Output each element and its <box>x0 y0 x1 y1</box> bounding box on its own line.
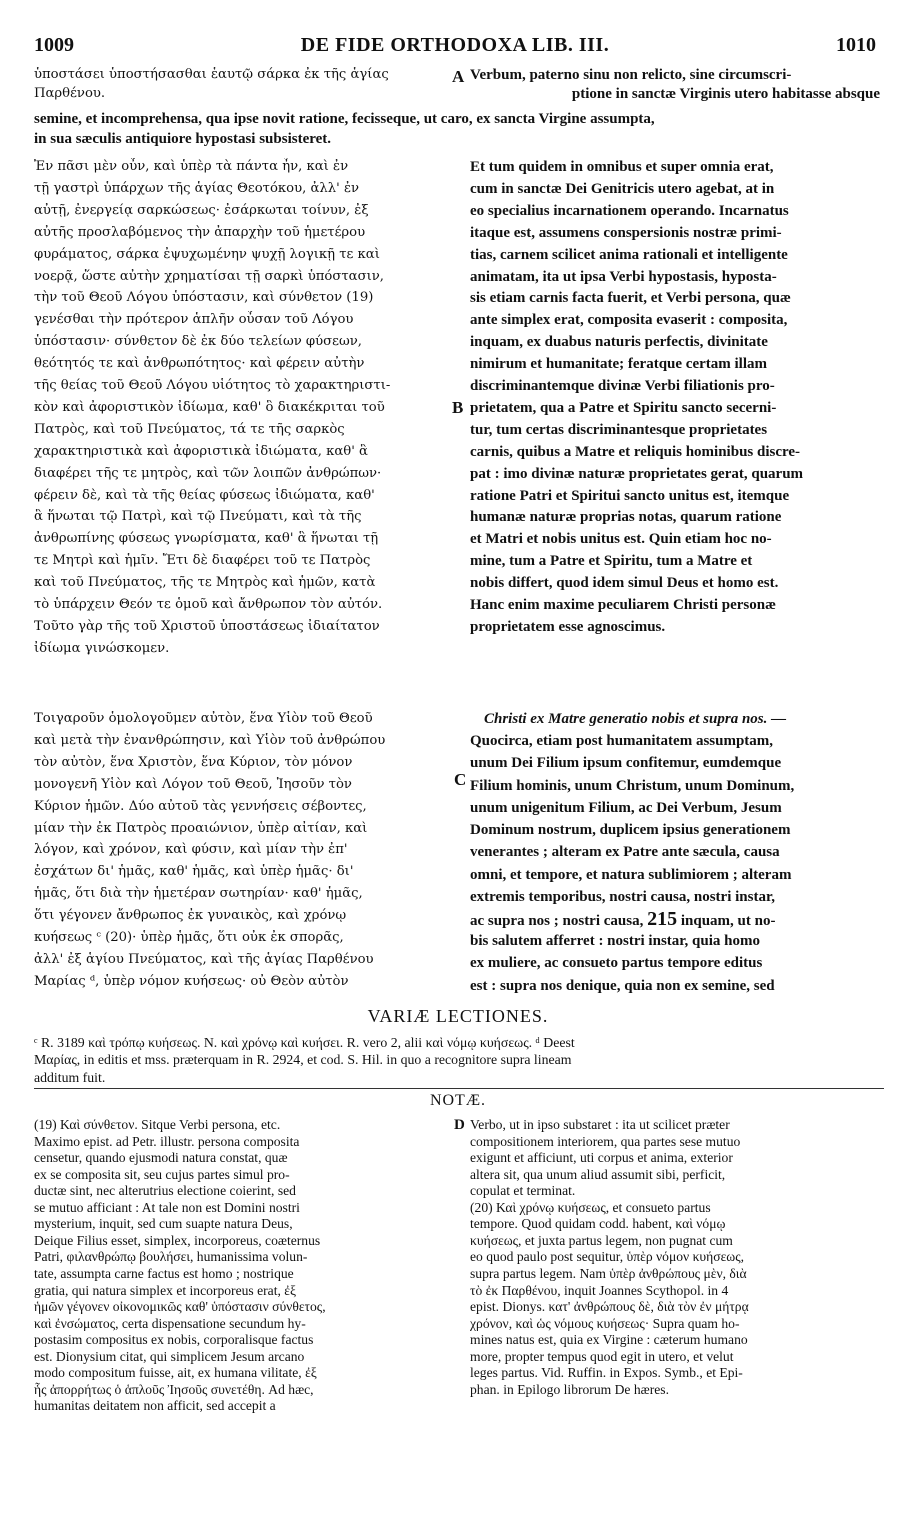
greek-top-line: ὑποστάσει ὑποστήσασθαι ἑαυτῷ σάρκα ἐκ τῆς ἁγίας <box>34 67 389 82</box>
text-line: μονογενῆ Υἱὸν καὶ Λόγον τοῦ Θεοῦ, Ἰησοῦν τὸν <box>34 776 352 792</box>
text-line: extremis temporibus, nostri causa, nostri instar, <box>470 888 775 905</box>
section-heading: Christi ex Matre generatio nobis et supra nos. — <box>484 711 787 727</box>
text-line: Τοῦτο γὰρ τῆς τοῦ Χριστοῦ ὑποστάσεως ἰδιαίτατον <box>34 618 380 634</box>
text-line: mysterium, inquit, sed cum suapte natura Deus, <box>34 1216 293 1232</box>
text-line: ἧς ἀπορρήτως ὁ ἁπλοῦς Ἰησοῦς συνετέθη. Ad hæc, <box>34 1381 314 1397</box>
text-line: ᶜ R. 3189 καὶ τρόπῳ κυήσεως. N. καὶ χρόνῳ καὶ κυήσει. R. vero 2, alii καὶ νόμῳ κυήσεως. ᵈ Deest <box>34 1035 575 1050</box>
text-line: τὴν τοῦ Θεοῦ Λόγου ὑπόστασιν, καὶ σύνθετον (19) <box>34 290 374 306</box>
text-line: modo compositum fuisse, ait, ex humana vilitate, ἐξ <box>34 1365 317 1381</box>
text-line: animatam, ita ut ipsa Verbi hypostasis, hyposta- <box>470 268 777 285</box>
latin-full-line: semine, et incomprehensa, qua ipse novit ratione, fecisseque, ut caro, ex sancta Virgine assumpta, <box>34 111 655 127</box>
text-line: κὸν καὶ ἀφοριστικὸν ἰδίωμα, καθ' ὃ διακέκριται τοῦ <box>34 399 385 415</box>
text-line: τῆς θείας τοῦ Θεοῦ Λόγου υἱότητος τὸ χαρακτηριστι- <box>34 378 391 393</box>
text-line: τε Μητρὶ καὶ ἡμῖν. Ἔτι δὲ διαφέρει τοῦ τε Πατρὸς <box>34 553 371 569</box>
text-line: ἰδίωμα γινώσκομεν. <box>34 640 170 656</box>
text-line: eo specialius incarnationem operando. Incarnatus <box>470 202 789 219</box>
text-line: gratia, qui natura simplex et incorporeus erat, ἐξ <box>34 1282 297 1298</box>
text-line: humanæ naturæ proprias notas, quarum ratione <box>470 509 782 526</box>
text-line: proprietatem esse agnoscimus. <box>470 618 666 635</box>
text-line: copulat et terminat. <box>470 1183 576 1199</box>
text-line: ante simplex erat, composita evaserit : composita, <box>470 312 788 329</box>
text-line: epist. Dionys. κατ' ἀνθρώπους δὲ, διὰ τὸν ἐν μήτρᾳ <box>470 1299 749 1315</box>
text-line: λόγον, καὶ χρόνον, καὶ φύσιν, καὶ μίαν τὴν ἐπ' <box>34 842 348 858</box>
text-line: censetur, quando ejusmodi natura constat, quæ <box>34 1150 288 1166</box>
margin-marker-a: A <box>452 67 465 86</box>
text-line: Deique Filius esset, simplex, incorporeus, coæternus <box>34 1232 321 1248</box>
margin-marker-b: B <box>452 398 464 417</box>
text-line: unum Dei Filium ipsum confitemur, eumdemque <box>470 755 782 772</box>
text-line: exigunt et afficiunt, uti corpus et anima, exterior <box>470 1150 733 1166</box>
text-line: αὐτῇ, ἐνεργείᾳ σαρκώσεως· ἐσάρκωται τοίνυν, ἐξ <box>34 202 369 218</box>
text-line: γενέσθαι τὴν πρότερον ἁπλῆν οὖσαν τοῦ Λόγου <box>34 312 354 328</box>
page-header <box>34 34 876 58</box>
text-line: Maximo epist. ad Petr. illustr. persona composita <box>34 1133 300 1149</box>
text-line: χαρακτηριστικὰ καὶ ἀφοριστικὰ ἰδιώματα, καθ' ἃ <box>34 443 368 459</box>
text-line: ex se composita sit, seu cujus partes simul pro- <box>34 1166 290 1182</box>
text-line: tempore. Quod quidam codd. habent, καὶ νόμῳ <box>470 1216 726 1232</box>
running-title: DE FIDE ORTHODOXA LIB. III. <box>300 34 610 56</box>
text-line: Verbo, ut in ipso substaret : ita ut scilicet præter <box>470 1117 730 1132</box>
text-line: ἐσχάτων δι' ἡμᾶς, καθ' ἡμᾶς, καὶ ὑπὲρ ἡμᾶς· δι' <box>34 864 354 880</box>
text-line: eo quod paulo post sequitur, ὑπὲρ νόμον κυήσεως, <box>470 1249 745 1265</box>
right-page-number: 1010 <box>836 34 876 56</box>
text-line: φέρειν δὲ, καὶ τὰ τῆς θείας φύσεως ἰδιώματα, καθ' <box>34 487 375 503</box>
text-line: (20) Καὶ χρόνῳ κυήσεως, et consueto partus <box>470 1199 711 1215</box>
text-line: discriminantemque divinæ Verbi filiationis pro- <box>470 378 775 394</box>
text-line: prietatem, qua a Patre et Spiritu sancto secerni- <box>470 399 777 416</box>
text-line: διαφέρει τῆς τε μητρὸς, καὶ τῶν λοιπῶν ἀνθρώπων· <box>34 465 382 481</box>
text-line: inquam, ex duabus naturis perfectis, divinitate <box>470 334 768 351</box>
text-line: Τοιγαροῦν ὁμολογοῦμεν αὐτὸν, ἕνα Υἱὸν τοῦ Θεοῦ <box>34 711 373 726</box>
text-line: carnis, quibus a Matre et reliquis hominibus discre- <box>470 443 801 460</box>
text-line: humanitas deitatem non afficit, sed accepit a <box>34 1398 276 1414</box>
text-line: Quocirca, etiam post humanitatem assumptam, <box>470 733 774 749</box>
text-line: Πατρὸς, καὶ τοῦ Πνεύματος, τά τε τῆς σαρκὸς <box>34 421 345 437</box>
text-line: Κύριον ἡμῶν. Δύο αὐτοῦ τὰς γεννήσεις σέβοντες, <box>34 798 367 814</box>
text-line: τῇ γαστρὶ ὑπάρχων τῆς ἁγίας Θεοτόκου, ἀλλ' ἐν <box>34 180 360 196</box>
text-line: Μαρίας, in editis et mss. præterquam in R. 2924, et cod. S. Hil. in quo a recognitore supra lineam <box>34 1052 572 1068</box>
text-line: venerantes ; alteram ex Patre ante sæcula, causa <box>470 844 780 861</box>
text-line: καὶ τοῦ Πνεύματος, τῆς τε Μητρὸς καὶ ἡμῶν, κατὰ <box>34 575 376 591</box>
text-line: nimirum et humanitate; feratque certam illam <box>470 356 768 373</box>
text-line: unum unigenitum Filium, ac Dei Verbum, Jesum <box>470 799 782 816</box>
text-line: ἀλλ' ἐξ ἁγίου Πνεύματος, καὶ τῆς ἁγίας Παρθένου <box>34 951 374 967</box>
latin-top-line: ptione in sanctæ Virginis utero habitasse absque <box>571 86 880 102</box>
text-line: (19) Καὶ σύνθετον. Sitque Verbi persona, etc. <box>34 1117 281 1132</box>
text-line: ἡμᾶς, ὅτι διὰ τὴν ἡμετέραν σωτηρίαν· καθ' ἡμᾶς, <box>34 886 363 902</box>
text-line: κυήσεως ᶜ (20)· ὑπὲρ ἡμᾶς, ὅτι οὐκ ἐκ σπορᾶς, <box>34 930 344 945</box>
notae-heading: NOTÆ. <box>429 1092 487 1109</box>
text-line: mine, tum a Patre et Spiritu, tum a Matre et <box>470 553 753 570</box>
text-line: Et tum quidem in omnibus et super omnia erat, <box>470 159 774 175</box>
text-line: tur, tum certas discriminantesque proprietates <box>470 421 768 438</box>
text-line: tias, carnem scilicet anima rationali et intelligente <box>470 246 788 263</box>
text-line: μίαν τὴν ἐκ Πατρὸς προαιώνιον, ὑπὲρ αἰτίαν, καὶ <box>34 820 368 836</box>
text-line: pat : imo divinæ naturæ proprietates gerat, quarum <box>470 465 804 482</box>
latin-full-line: in sua sæculis antiquiore hypostasi subsisteret. <box>34 131 332 147</box>
latin-text: ac supra nos ; nostri causa, <box>470 913 644 929</box>
text-line: ratione Patri et Spiritui sancto unitus est, itemque <box>470 487 790 504</box>
text-line: compositionem interiorem, qua partes sese mutuo <box>470 1133 741 1149</box>
text-line: Patri, φιλανθρώπῳ βουλήσει, humanissima volun- <box>34 1249 308 1265</box>
divider <box>34 1088 884 1089</box>
text-line: τὸν αὐτὸν, ἕνα Χριστὸν, ἕνα Κύριον, τὸν μόνον <box>34 754 353 770</box>
text-line: nobis differt, quod idem simul Deus et homo est. <box>470 575 779 592</box>
margin-marker-d: D <box>454 1117 465 1133</box>
text-line: est. Dionysium citat, qui simplicem Jesum arcano <box>34 1348 305 1364</box>
text-line: et Matri et nobis unitus est. Quin etiam hoc no- <box>470 531 772 548</box>
text-line: omni, et tempore, et natura sublimiorem ; alteram <box>470 866 792 883</box>
text-line: cum in sanctæ Dei Genitricis utero agebat, at in <box>470 180 775 197</box>
text-line: leges partus. Vid. Ruffin. in Expos. Symb., et Epi- <box>470 1365 743 1381</box>
text-line: ἃ ἥνωται τῷ Πατρὶ, καὶ τῷ Πνεύματι, καὶ τὰ τῆς <box>34 509 362 525</box>
text-line: τὸ ὑπάρχειν Θεόν τε ὁμοῦ καὶ ἄνθρωπον τὸν αὐτόν. <box>34 597 383 612</box>
text-line: φυράματος, σάρκα ἐψυχωμένην ψυχῇ λογικῇ τε καὶ <box>34 246 380 262</box>
text-line: θεότητός τε καὶ ἀνθρωπότητος· καὶ φέρειν αὐτὴν <box>34 356 365 372</box>
text-line: additum fuit. <box>34 1069 106 1085</box>
text-line: postasim compositus ex nobis, corporalisque factus <box>34 1332 314 1348</box>
text-line: phan. in Epilogo librorum De hæres. <box>470 1381 669 1397</box>
text-line: mines natus est, quia ex Virgine : cæterum humano <box>470 1332 748 1348</box>
text-line: ὑπόστασιν· σύνθετον δὲ ἐκ δύο τελείων φύσεων, <box>34 334 362 350</box>
text-line: ex muliere, ac consueto partus tempore editus <box>470 955 763 972</box>
latin-top-line: Verbum, paterno sinu non relicto, sine circumscri- <box>470 67 792 83</box>
text-line: sis etiam carnis facta fuerit, et Verbi persona, quæ <box>470 290 791 307</box>
text-line: καὶ ἐνσώματος, certa dispensatione secundum hy- <box>34 1315 306 1331</box>
text-line: καὶ μετὰ τὴν ἐνανθρώπησιν, καὶ Υἱὸν τοῦ ἀνθρώπου <box>34 732 386 748</box>
text-line: νοερᾷ, ὥστε αὐτὴν χρηματίσαι τῇ σαρκὶ ὑπόστασιν, <box>34 268 384 284</box>
text-line: tate, assumpta carne factus est homo ; nostrique <box>34 1265 294 1281</box>
text-line: Μαρίας ᵈ, ὑπὲρ νόμον κυήσεως· οὐ Θεὸν αὐτὸν <box>34 973 349 989</box>
latin-line-with-column-number <box>470 910 880 930</box>
text-line: Dominum nostrum, duplicem ipsius generationem <box>470 822 791 838</box>
text-line: Filium hominis, unum Christum, unum Dominum, <box>470 777 795 794</box>
latin-text: inquam, ut no- <box>680 913 776 929</box>
text-line: χρόνον, καὶ ὡς νόμους κυήσεως· Supra quam ho- <box>470 1315 740 1331</box>
text-line: est : supra nos denique, quia non ex semine, sed <box>470 977 775 994</box>
text-line: κυήσεως, et juxta partus legem, non pugnat cum <box>470 1232 733 1248</box>
text-line: ductæ sint, nec alterutrius electione coierint, sed <box>34 1183 296 1199</box>
column-number: 215 <box>647 910 678 930</box>
greek-top-line: Παρθένου. <box>34 86 106 101</box>
text-line: Ἐν πᾶσι μὲν οὖν, καὶ ὑπὲρ τὰ πάντα ἦν, καὶ ἐν <box>34 159 349 174</box>
text-line: itaque est, assumens conspersionis nostræ primi- <box>470 224 782 241</box>
text-line: se mutuo afficiant : At tale non est Domini nostri <box>34 1199 300 1215</box>
left-page-number: 1009 <box>34 34 74 56</box>
variae-lectiones-heading: VARIÆ LECTIONES. <box>367 1006 549 1026</box>
text-line: τὸ ἐκ Παρθένου, inquit Joannes Scythopol. in 4 <box>470 1282 729 1298</box>
text-line: Hanc enim maxime peculiarem Christi personæ <box>470 597 776 613</box>
text-line: αὐτῆς προσλαβόμενος τὴν ἀπαρχὴν τοῦ ἡμετέρου <box>34 224 366 240</box>
text-line: ἡμῶν γέγονεν οἰκονομικῶς καθ' ὑπόστασιν σύνθετος, <box>34 1299 326 1315</box>
text-line: ἀνθρωπίνης φύσεως γνωρίσματα, καθ' ἃ ἥνωται τῇ <box>34 531 379 547</box>
text-line: ὅτι γέγονεν ἄνθρωπος ἐκ γυναικὸς, καὶ χρόνῳ <box>34 908 347 924</box>
text-line: more, propter tempus quod egit in utero, et velut <box>470 1348 734 1364</box>
margin-marker-c: C <box>454 770 467 789</box>
text-line: bis salutem afferret : nostri instar, quia homo <box>470 933 760 949</box>
text-line: altera sit, qua unum aliud assumit sibi, perficit, <box>470 1166 726 1182</box>
text-line: supra partus legem. Nam ὑπὲρ ἀνθρώπους μὲν, διὰ <box>470 1265 747 1281</box>
